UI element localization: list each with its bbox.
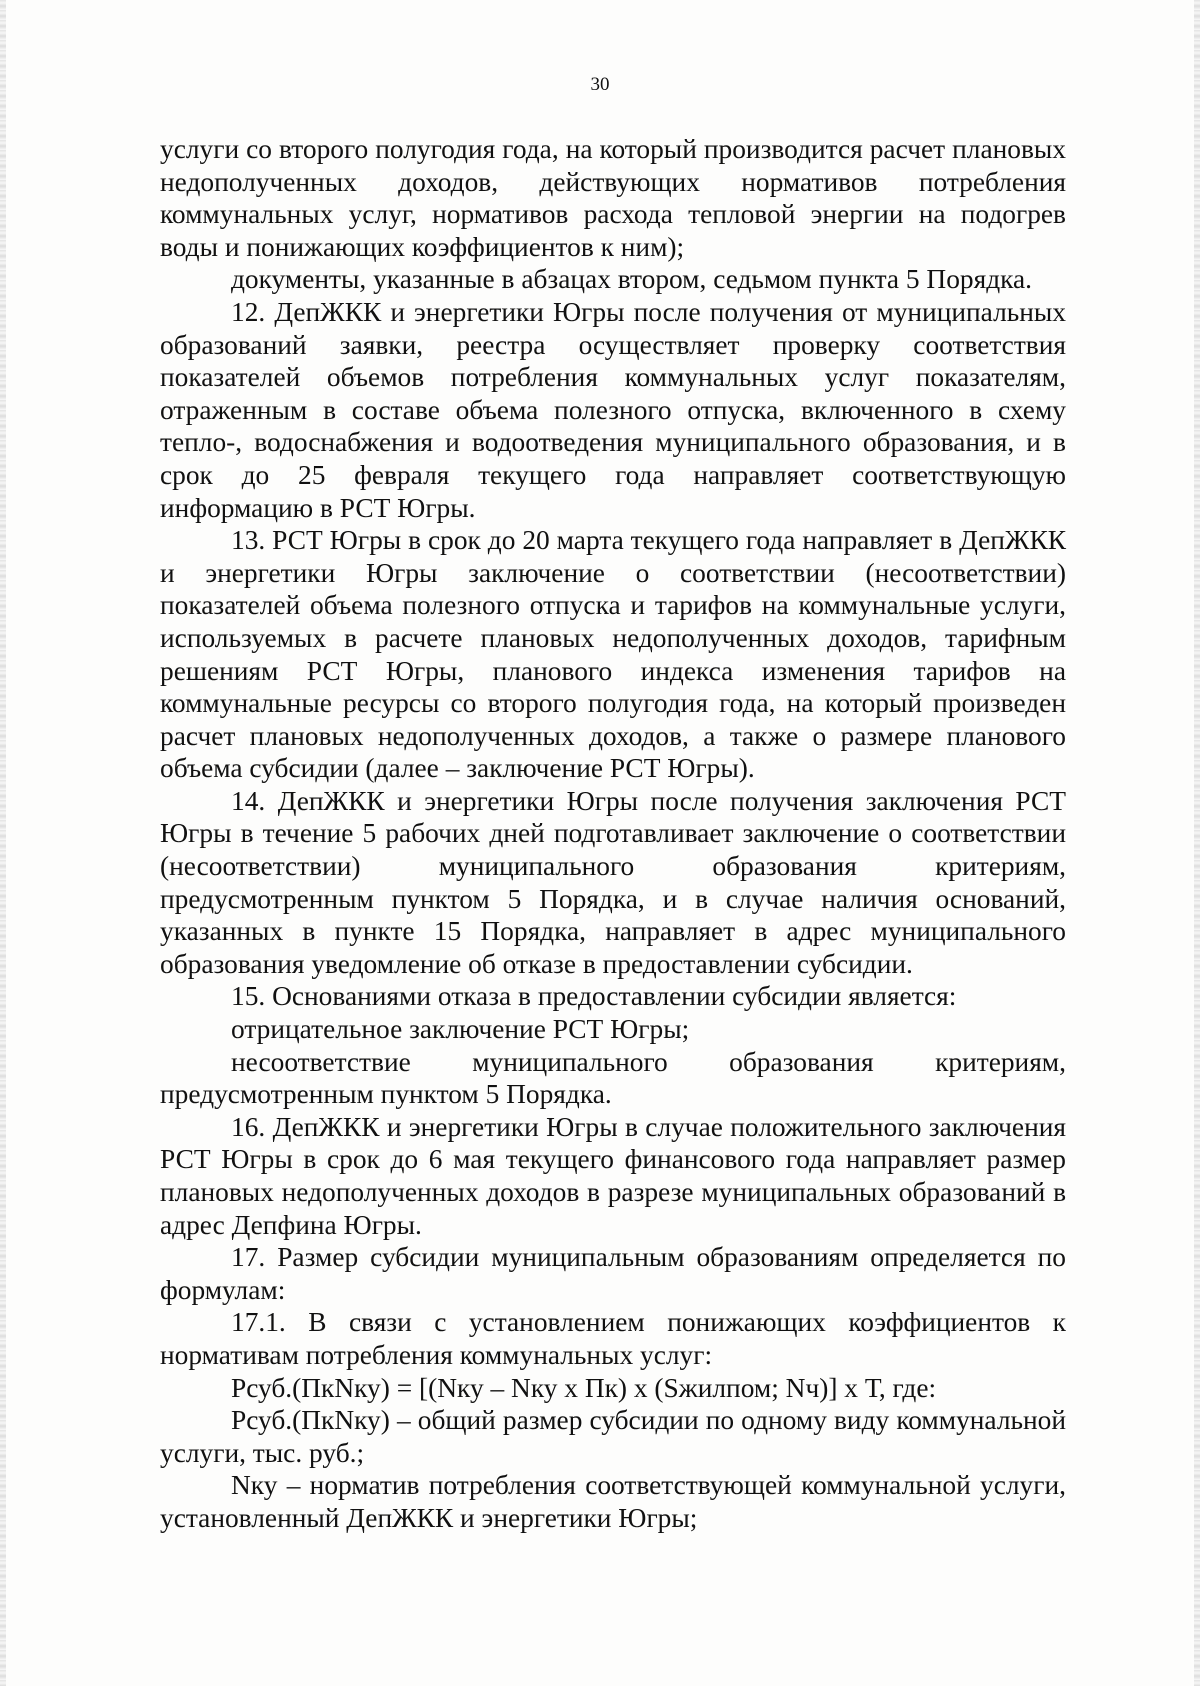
paragraph: услуги со второго полугодия года, на который производится расчет плановых недополученных доходов, действующих нормативов потребления коммунальных услуг, нормативов расхода тепловой энергии на подогрев воды и понижающих коэффициентов к ним); bbox=[160, 134, 1066, 262]
paragraph: 17.1. В связи с установлением понижающих коэффициентов к нормативам потребления коммунальных услуг: bbox=[160, 1307, 1066, 1370]
paragraph: Рсуб.(ПкNку) – общий размер субсидии по одному виду коммунальной услуги, тыс. руб.; bbox=[160, 1405, 1066, 1468]
paragraph: 16. ДепЖКК и энергетики Югры в случае положительного заключения РСТ Югры в срок до 6 мая текущего финансового года направляет размер плановых недополученных доходов в разрезе муниципальных образований в адрес Депфина Югры. bbox=[160, 1111, 1066, 1240]
paragraph: 17. Размер субсидии муниципальным образованиям определяется по формулам: bbox=[160, 1242, 1066, 1305]
paragraph: 14. ДепЖКК и энергетики Югры после получения заключения РСТ Югры в течение 5 рабочих дней подготавливает заключение о соответствии (несоответствии) муниципального образования критериям, предусмотренным пунктом 5 Порядка, и в случае наличия оснований, указанных в пункте 15 Порядка, направляет в адрес муниципального образования уведомление об отказе в предоставлении субсидии. bbox=[160, 785, 1066, 979]
paragraph: несоответствие муниципального образования критериям, предусмотренным пунктом 5 Порядка. bbox=[160, 1046, 1066, 1110]
paragraph: документы, указанные в абзацах втором, седьмом пункта 5 Порядка. bbox=[231, 264, 1033, 295]
paragraph: отрицательное заключение РСТ Югры; bbox=[231, 1014, 690, 1045]
scan-edge-right bbox=[1194, 0, 1200, 1686]
paragraph: Nку – норматив потребления соответствующей коммунальной услуги, установленный ДепЖКК и энергетики Югры; bbox=[160, 1470, 1066, 1533]
paragraph: 15. Основаниями отказа в предоставлении субсидии является: bbox=[231, 981, 957, 1012]
page-number: 30 bbox=[590, 74, 610, 95]
paragraph: 12. ДепЖКК и энергетики Югры после получения от муниципальных образований заявки, реестра осуществляет проверку соответствия показателей объемов потребления коммунальных услуг показателям, отраженным в составе объема полезного отпуска, включенного в схему тепло-, водоснабжения и водоотведения муниципального образования, и в срок до 25 февраля текущего года направляет соответствующую информацию в РСТ Югры. bbox=[160, 296, 1066, 523]
formula-line: Рсуб.(ПкNку) = [(Nку – Nку х Пк) х (Sжилпом; Nч)] х Т, где: bbox=[231, 1372, 937, 1403]
paragraph: 13. РСТ Югры в срок до 20 марта текущего года направляет в ДепЖКК и энергетики Югры заключение о соответствии (несоответствии) показателей объема полезного отпуска и тарифов на коммунальные услуги, используемых в расчете плановых недополученных доходов, тарифным решениям РСТ Югры, планового индекса изменения тарифов на коммунальные ресурсы со второго полугодия года, на который произведен расчет плановых недополученных доходов, а также о размере планового объема субсидии (далее – заключение РСТ Югры). bbox=[160, 525, 1066, 784]
scan-edge-left bbox=[0, 0, 6, 1686]
document-body bbox=[160, 133, 1066, 1535]
